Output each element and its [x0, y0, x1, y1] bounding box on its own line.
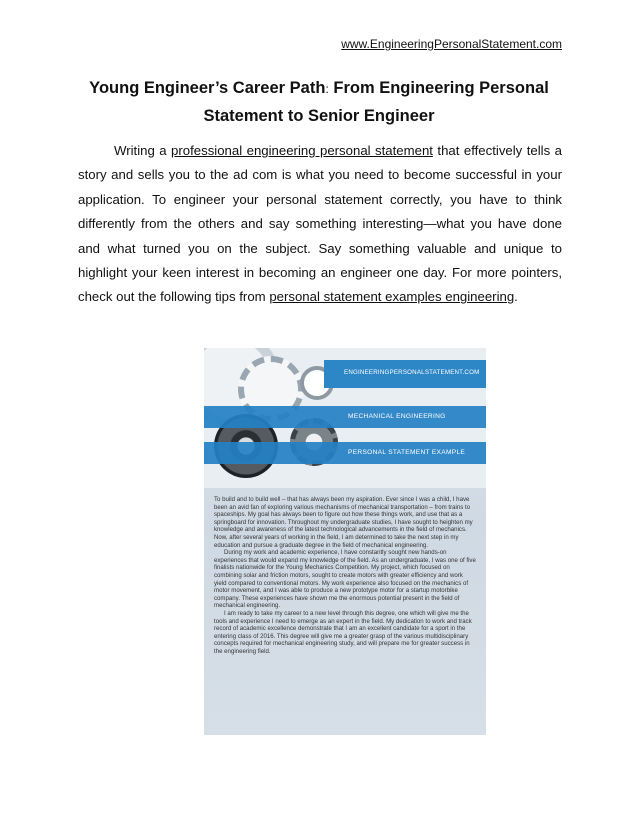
- intro-text-3: .: [514, 289, 518, 305]
- poster-band-mechanical: [204, 406, 486, 428]
- professional-statement-link[interactable]: professional engineering personal statement: [171, 143, 433, 158]
- poster-paragraph: During my work and academic experience, I have constantly sought new hands-on experiences that would expand my knowledge of the field. As an undergraduate, I was one of five finalists nationwide for the Young Mechanics Competition. My project, which focused on combining solar and friction motors, sought to create motors with greater efficiency and work yield compared to conventional motors. My work experience also focused on the mechanics of motor movement, and I was able to produce a new prototype motor for a startup motorbike company. These experiences have shown me the enormous potential present in the field of mechanical engineering.: [214, 549, 476, 610]
- poster-paragraph: To build and to build well – that has always been my aspiration. Ever since I was a child, I have been an avid fan of exploring various mechanisms of mechanical transportation – from trains to spaceships. My goal has always been to figure out how these things work, and use that as a springboard for innovation. Throughout my undergraduate studies, I have sought to heighten my knowledge and awareness of the latest technological advancements in the field of mechanics. Now, after several years of working in the field, I am determined to take the next step in my education and pursue a graduate degree in the field of mechanical engineering.: [214, 496, 473, 549]
- statement-example-poster: [204, 348, 486, 735]
- intro-paragraph: [78, 139, 562, 310]
- title-line2: Statement to Senior Engineer: [203, 107, 435, 125]
- title-part2: From Engineering Personal: [328, 79, 549, 97]
- poster-band-example-label: PERSONAL STATEMENT EXAMPLE: [348, 449, 466, 456]
- poster-paragraph: I am ready to take my career to a new level through this degree, one which will give me the tools and experience I need to emerge as an expert in the field. My dedication to work and track record of academic excellence demonstrate that I am an excellent candidate for a sport in the entering class of 2016. This degree will give me a greater grasp of the various multidisciplinary concepts required for mechanical engineering study, and will prepare me for greater success in the engineering field.: [214, 609, 472, 655]
- examples-engineering-link[interactable]: personal statement examples engineering: [269, 289, 515, 305]
- poster-statement-text: [214, 496, 476, 655]
- poster-site-label: ENGINEERINGPERSONALSTATEMENT.COM: [344, 369, 480, 376]
- site-header-link[interactable]: www.EngineeringPersonalStatement.com: [341, 37, 562, 51]
- poster-band-mechanical-label: MECHANICAL ENGINEERING: [348, 413, 446, 420]
- intro-text-1: Writing a: [114, 143, 172, 158]
- title-colon: :: [325, 82, 329, 96]
- poster-band-example: [204, 442, 486, 464]
- intro-text-2: that effectively tells a story and sells you to the ad com is what you need to become successful in your application. To engineer your personal statement correctly, you have to think differently from the others and say something interesting—what you have done and what turned you on the subject. Say something valuable and unique to highlight your keen interest in becoming an engineer one day. For more pointers, check out the following tips from: [78, 143, 562, 305]
- page-title: [68, 75, 570, 130]
- title-part1: Young Engineer’s Career Path: [89, 79, 326, 97]
